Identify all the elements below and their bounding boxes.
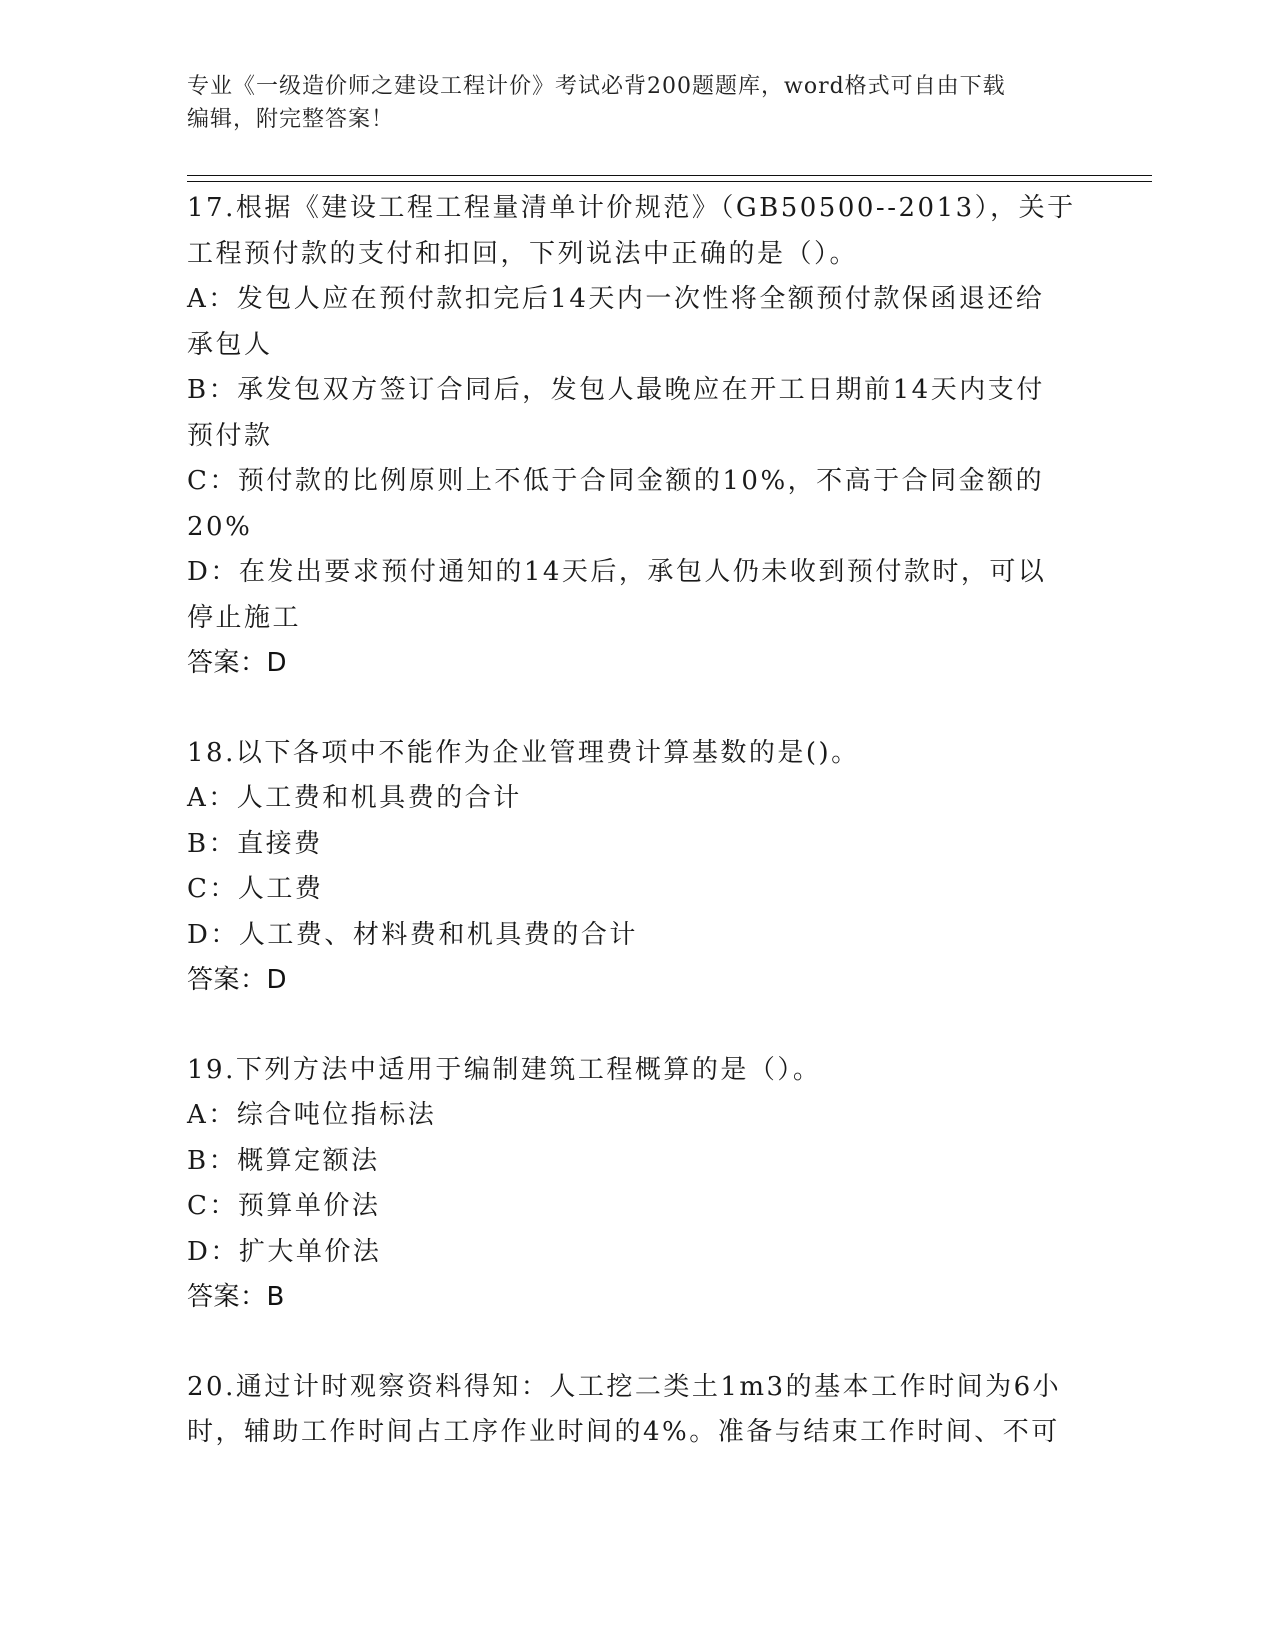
option-c: C：预付款的比例原则上不低于合同金额的10%，不高于合同金额的 (187, 466, 1045, 496)
spacer (187, 1321, 1087, 1365)
question-stem: 时，辅助工作时间占工序作业时间的4%。准备与结束工作时间、不可 (187, 1417, 1060, 1447)
option-d: D：在发出要求预付通知的14天后，承包人仍未收到预付款时，可以 (187, 557, 1047, 587)
answer-line: 答案：B (187, 1282, 285, 1312)
option-a: A：发包人应在预付款扣完后14天内一次性将全额预付款保函退还给 (187, 284, 1045, 314)
question-stem: 工程预付款的支付和扣回，下列说法中正确的是（）。 (187, 238, 859, 269)
option-a: A：综合吨位指标法 (187, 1100, 437, 1130)
option-a: 承包人 (187, 329, 273, 360)
header-line-2: 编辑，附完整答案！ (187, 107, 395, 132)
option-b: B：概算定额法 (187, 1145, 380, 1176)
option-b: B：直接费 (187, 828, 323, 859)
spacer (187, 1004, 1087, 1048)
document-header (187, 70, 1087, 136)
option-d: D：扩大单价法 (187, 1236, 382, 1267)
option-b: B：承发包双方签订合同后，发包人最晚应在开工日期前14天内支付 (187, 375, 1045, 405)
question-stem: 19.下列方法中适用于编制建筑工程概算的是（）。 (187, 1054, 822, 1085)
question-18 (187, 731, 1087, 1004)
question-list (187, 186, 1087, 1456)
option-d: D：人工费、材料费和机具费的合计 (187, 919, 638, 950)
spacer (187, 687, 1087, 731)
option-d: 停止施工 (187, 602, 302, 633)
question-stem: 17.根据《建设工程工程量清单计价规范》（GB50500--2013），关于 (187, 193, 1076, 223)
option-b: 预付款 (187, 420, 273, 451)
answer-line: 答案：D (187, 648, 288, 678)
header-divider-bottom (187, 181, 1152, 182)
option-c: C：预算单价法 (187, 1191, 381, 1221)
question-17 (187, 186, 1087, 687)
header-divider-top (187, 175, 1152, 176)
question-stem: 18.以下各项中不能作为企业管理费计算基数的是()。 (187, 737, 860, 768)
question-stem: 20.通过计时观察资料得知：人工挖二类土1m3的基本工作时间为6小 (187, 1371, 1062, 1402)
option-a: A：人工费和机具费的合计 (187, 783, 522, 813)
header-line-1: 专业《一级造价师之建设工程计价》考试必背200题题库，word格式可自由下载 (187, 74, 1006, 99)
question-19 (187, 1048, 1087, 1321)
option-c: 20% (187, 511, 253, 542)
question-20 (187, 1365, 1087, 1456)
answer-line: 答案：D (187, 965, 288, 995)
option-c: C：人工费 (187, 874, 324, 904)
